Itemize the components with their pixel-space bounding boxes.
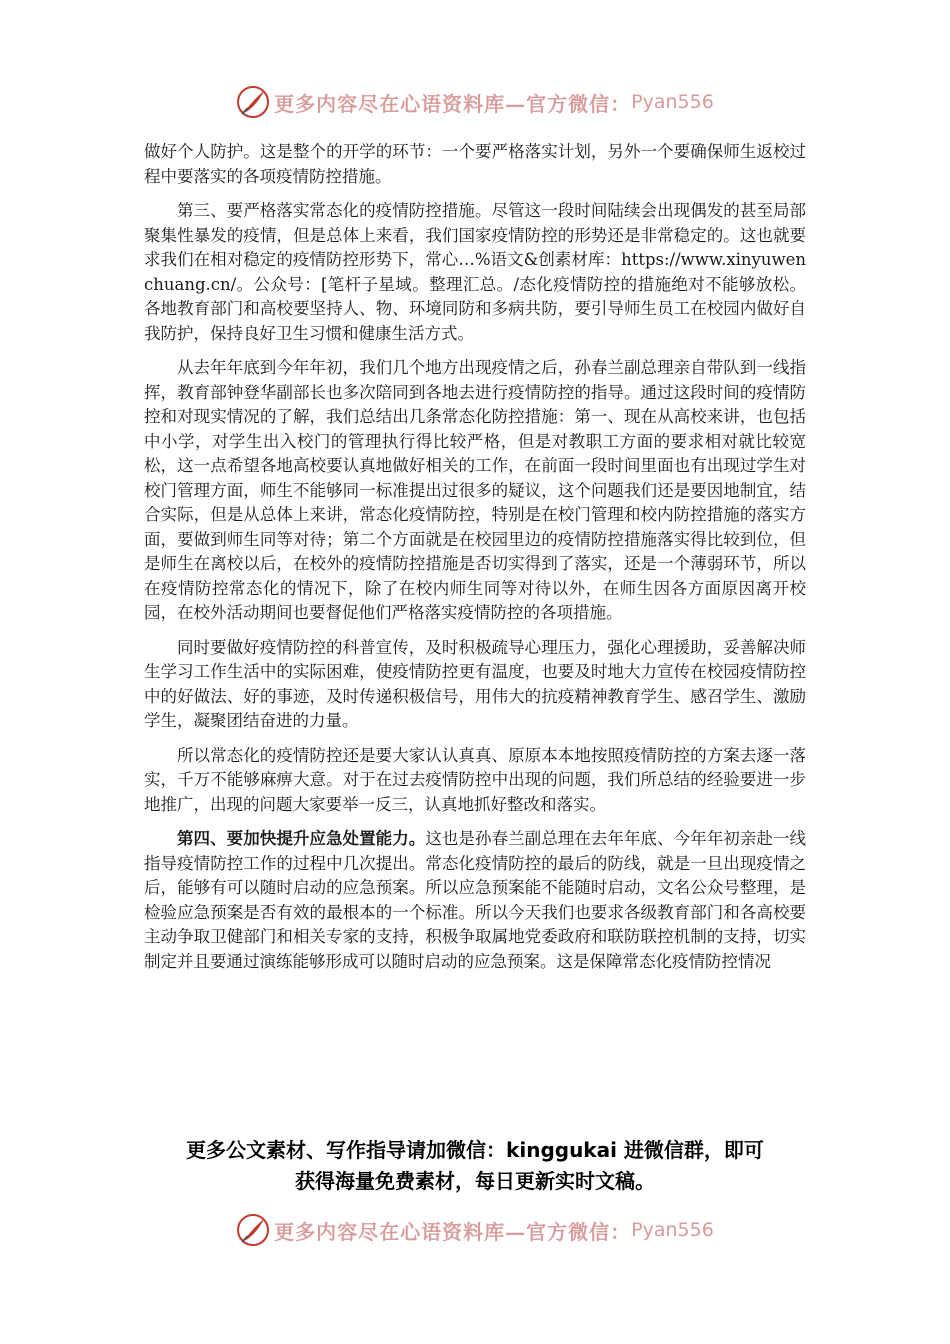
paragraph-4 [144,636,806,734]
promo-notice [100,1135,850,1197]
paragraph-text: 做好个人防护。这是整个的开学的环节：一个要严格落实计划，另外一个要确保师生返校过程中要落实的各项疫情防控措施。 [144,142,806,186]
document-body [144,140,806,984]
feather-pen-logo-icon [236,1213,270,1247]
paragraph-3 [144,356,806,626]
banner-text: 更多内容尽在心语资料库—官方微信： [274,91,632,116]
paragraph-6 [144,827,806,974]
footer-banner [0,1212,950,1248]
paragraph-5 [144,744,806,818]
paragraph-text: 从去年年底到今年年初，我们几个地方出现疫情之后，孙春兰副总理亲自带队到一线指挥，教育部钟登华副部长也多次陪同到各地去进行疫情防控的指导。通过这段时间的疫情防控和对现实情况的了解，我们总结出几条常态化防控措施：第一、现在从高校来讲，也包括中小学，对学生出入校门的管理执行得比较严格，但是对教职工方面的要求相对就比较宽松，这一点希望各地高校要认真地做好相关的工作，在前面一段时间里面也有出现过学生对校门管理方面，师生不能够同一标准提出过很多的疑议，这个问题我们还是要因地制宜，结合实际，但是从总体上来讲，常态化疫情防控，特别是在校门管理和校内防控措施的落实方面，要做到师生同等对待；第二个方面就是在校园里边的疫情防控措施落实得比较到位，但是师生在离校以后，在校外的疫情防控措施是否切实得到了落实，还是一个薄弱环节，所以在疫情防控常态化的情况下，除了在校内师生同等对待以外，在师生因各方面原因离开校园，在校外活动期间也要督促他们严格落实疫情防控的各项措施。 [144,358,806,622]
promo-line-1: 更多公文素材、写作指导请加微信：kinggukai 进微信群，即可 [186,1138,764,1162]
header-banner [0,84,950,120]
banner-text: 更多内容尽在心语资料库—官方微信： [274,1219,632,1244]
paragraph-text: 第三、要严格落实常态化的疫情防控措施。尽管这一段时间陆续会出现偶发的甚至局部聚集性暴发的疫情，但是总体上来看，我们国家疫情防控的形势还是非常稳定的。这也就要求我们在相对稳定的疫情防控形势下，常心…%语文&创素材库：https://www.xinyuwenchuang.cn/。公众号：[笔杆子星域。整理汇总。/态化疫情防控的措施绝对不能够放松。各地教育部门和高校要坚持人、物、环境同防和多病共防，要引导师生员工在校园内做好自我防护，保持良好卫生习惯和健康生活方式。 [144,201,806,343]
paragraph-text: 同时要做好疫情防控的科普宣传，及时积极疏导心理压力，强化心理援助，妥善解决师生学习工作生活中的实际困难，使疫情防控更有温度，也要及时地大力宣传在校园疫情防控中的好做法、好的事迹，及时传递积极信号，用伟大的抗疫精神教育学生、感召学生、激励学生，凝聚团结奋进的力量。 [144,637,806,730]
paragraph-2 [144,199,806,346]
paragraph-lead: 第四、要加快提升应急处置能力。 [177,829,426,848]
promo-line-2: 获得海量免费素材，每日更新实时文稿。 [295,1169,655,1193]
paragraph-1 [144,140,806,189]
banner-contact: Pyan556 [631,1219,714,1241]
paragraph-text: 这也是孙春兰副总理在去年年底、今年年初亲赴一线指导疫情防控工作的过程中几次提出。常态化疫情防控的最后的防线，就是一旦出现疫情之后，能够有可以随时启动的应急预案。所以应急预案能不能随时启动，文名公众号整理，是检验应急预案是否有效的最根本的一个标准。所以今天我们也要求各级教育部门和各高校要主动争取卫健部门和相关专家的支持，积极争取属地党委政府和联防联控机制的支持，切实制定并且要通过演练能够形成可以随时启动的应急预案。这是保障常态化疫情防控情况 [144,829,807,971]
feather-pen-logo-icon [236,85,270,119]
banner-contact: Pyan556 [631,91,714,113]
paragraph-text: 所以常态化的疫情防控还是要大家认认真真、原原本本地按照疫情防控的方案去逐一落实，千万不能够麻痹大意。对于在过去疫情防控中出现的问题，我们所总结的经验要进一步地推广，出现的问题大家要举一反三，认真地抓好整改和落实。 [144,745,806,814]
